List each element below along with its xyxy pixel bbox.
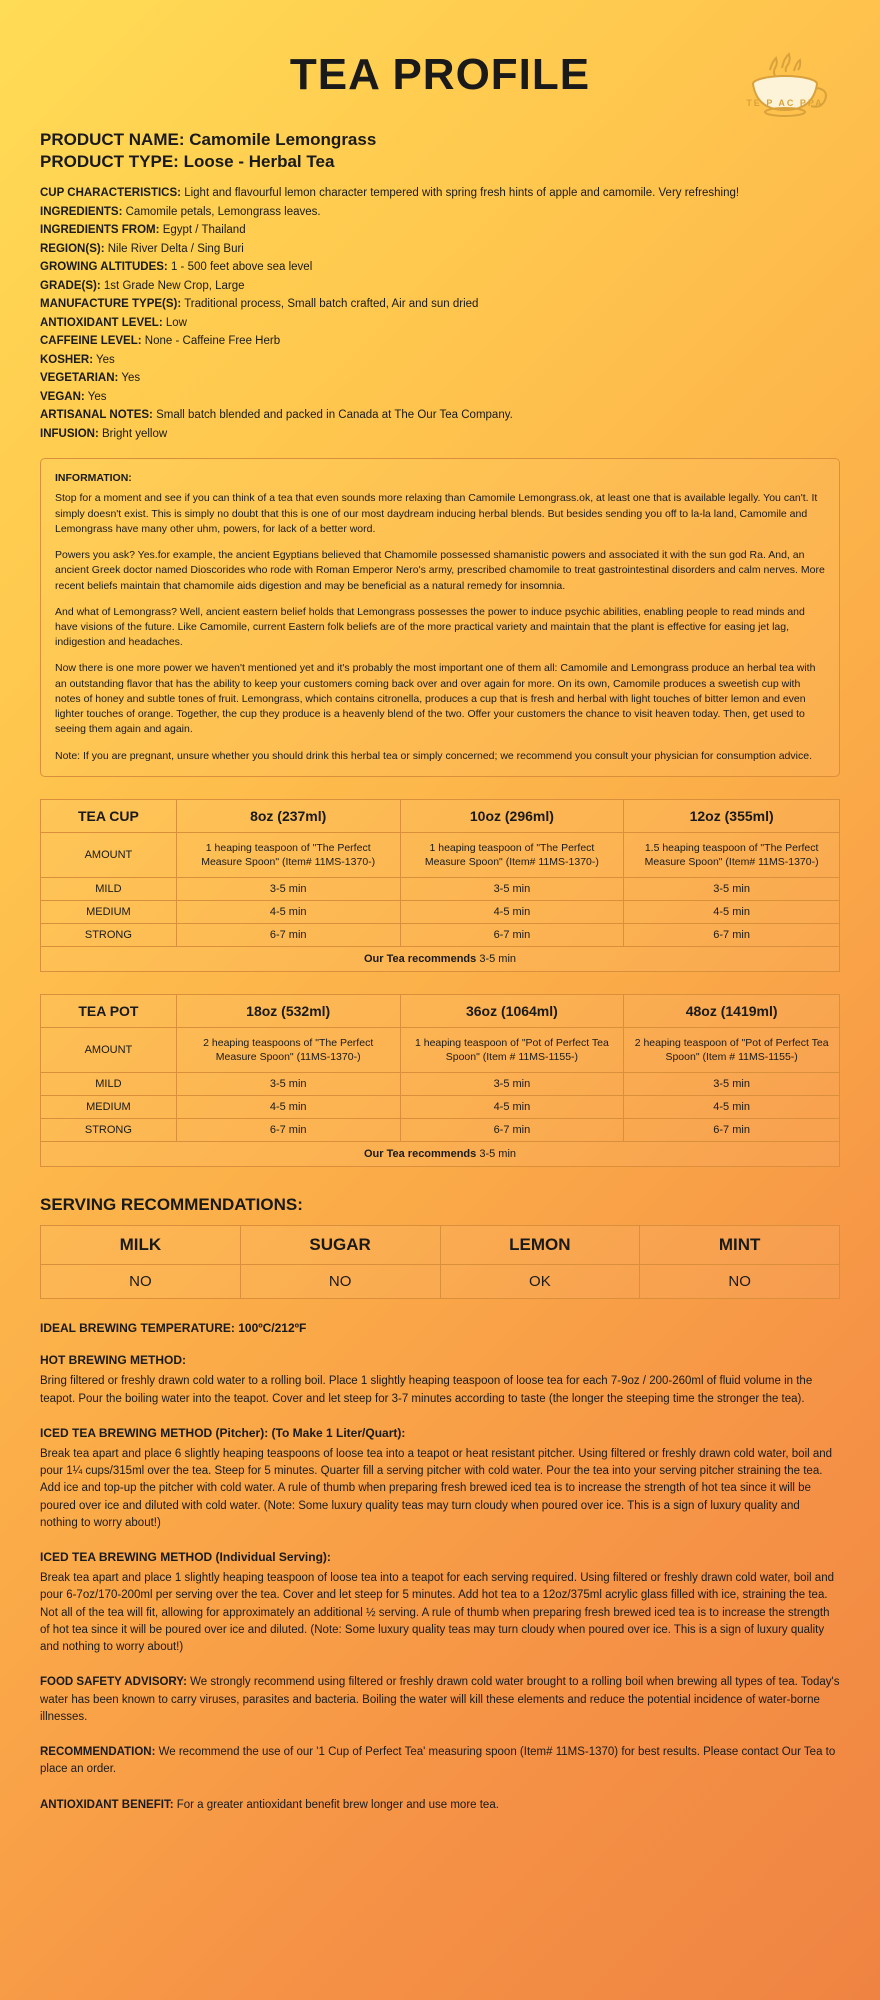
table-row <box>41 901 840 924</box>
row-label: MEDIUM <box>41 901 177 924</box>
spec-row <box>40 390 840 406</box>
spec-key: VEGAN: <box>40 390 85 403</box>
cell: 4-5 min <box>176 901 400 924</box>
row-label: STRONG <box>41 1119 177 1142</box>
column-header: MILK <box>41 1226 241 1265</box>
spec-key: ANTIOXIDANT LEVEL: <box>40 316 163 329</box>
product-name-value: Camomile Lemongrass <box>189 130 377 149</box>
cell: OK <box>440 1265 640 1299</box>
recommendation-block <box>40 1744 840 1779</box>
recommendation-row <box>41 947 840 972</box>
spec-key: ARTISANAL NOTES: <box>40 409 153 422</box>
method-heading: HOT BREWING METHOD: <box>40 1353 186 1368</box>
tea-pot-brewing-table <box>40 994 840 1167</box>
cell: 1 heaping teaspoon of "Pot of Perfect Tea Spoon" (Item # 11MS-1155-) <box>400 1028 624 1073</box>
spec-row <box>40 427 840 443</box>
column-header: 12oz (355ml) <box>624 799 840 832</box>
information-heading: INFORMATION: <box>55 472 132 485</box>
table-row <box>41 924 840 947</box>
row-label: MILD <box>41 878 177 901</box>
information-box <box>40 458 840 777</box>
spec-value: Light and flavourful lemon character tempered with spring fresh hints of apple and camomile. Very refreshing! <box>184 187 740 199</box>
spec-row <box>40 353 840 369</box>
cell: 1 heaping teaspoon of "The Perfect Measure Spoon" (Item# 11MS-1370-) <box>176 832 400 877</box>
spec-value: 1st Grade New Crop, Large <box>103 279 245 292</box>
column-header: 18oz (532ml) <box>176 995 400 1028</box>
page-title-text: TEA PROFILE <box>289 50 591 99</box>
advisory-heading: FOOD SAFETY ADVISORY: <box>40 1676 187 1689</box>
table-row <box>41 878 840 901</box>
ideal-brewing-temperature: IDEAL BREWING TEMPERATURE: 100ºC/212ºF <box>40 1321 307 1336</box>
antioxidant-benefit-block <box>40 1797 840 1814</box>
spec-key: KOSHER: <box>40 353 94 366</box>
column-header: 36oz (1064ml) <box>400 995 624 1028</box>
table-header-row <box>41 1226 840 1265</box>
spec-key: CAFFEINE LEVEL: <box>40 335 142 348</box>
spec-row <box>40 260 840 276</box>
cell: 6-7 min <box>176 924 400 947</box>
column-header: TEA POT <box>41 995 177 1028</box>
table-header-row <box>41 799 840 832</box>
spec-value: Yes <box>121 372 141 385</box>
cell: 1 heaping teaspoon of "The Perfect Measure Spoon" (Item# 11MS-1370-) <box>400 832 624 877</box>
food-safety-advisory <box>40 1674 840 1726</box>
serving-recommendations-table <box>40 1225 840 1299</box>
cell: 6-7 min <box>624 924 840 947</box>
spec-row <box>40 279 840 295</box>
product-type-label: PRODUCT TYPE: <box>40 152 179 171</box>
row-label: MEDIUM <box>41 1096 177 1119</box>
cell: 2 heaping teaspoons of "The Perfect Measure Spoon" (11MS-1370-) <box>176 1028 400 1073</box>
cell: 6-7 min <box>400 1119 624 1142</box>
column-header: 48oz (1419ml) <box>624 995 840 1028</box>
page-title <box>40 50 840 108</box>
method-body: Bring filtered or freshly drawn cold water to a rolling boil. Place 1 slightly heaping teaspoon of loose tea for each 7-9oz / 200-260ml of fluid volume in the teapot. Pour the boiling water into the teapot. Cover and let steep for 3-7 minutes according to taste (the longer the steeping time the stronger the tea). <box>40 1375 813 1405</box>
table-row <box>41 1028 840 1073</box>
spec-list <box>40 186 840 442</box>
spec-key: INGREDIENTS FROM: <box>40 224 160 237</box>
iced-tea-individual-method <box>40 1550 840 1656</box>
spec-value: Yes <box>87 390 107 403</box>
information-paragraph: Powers you ask? Yes.for example, the ancient Egyptians believed that Chamomile possessed shamanistic powers and associated it with the sun god Ra. And, an ancient Greek doctor named Dioscorides who rode with Roman Emperor Nero's army, prescribed chamomile to treat gastrointestinal disorders and calm nerves. More recent beliefs maintain that chamomile aids digestion and may be beneficial as a natural remedy for insomnia. <box>55 549 825 592</box>
cell: NO <box>41 1265 241 1299</box>
cell: 3-5 min <box>400 1073 624 1096</box>
spec-value: Nile River Delta / Sing Buri <box>107 242 244 255</box>
spec-row <box>40 316 840 332</box>
column-header: 10oz (296ml) <box>400 799 624 832</box>
spec-row <box>40 186 840 202</box>
recommendation-cell <box>41 947 840 972</box>
antioxidant-heading: ANTIOXIDANT BENEFIT: <box>40 1798 174 1811</box>
spec-row <box>40 297 840 313</box>
spec-key: INGREDIENTS: <box>40 205 123 218</box>
spec-key: GROWING ALTITUDES: <box>40 261 168 274</box>
spec-value: Yes <box>96 353 115 366</box>
product-type-value: Loose - Herbal Tea <box>183 152 335 171</box>
tea-cup-logo <box>740 44 830 124</box>
recommendation-cell <box>41 1142 840 1167</box>
product-name-line <box>40 130 840 150</box>
cell: 4-5 min <box>400 1096 624 1119</box>
information-paragraph: Now there is one more power we haven't mentioned yet and it's probably the most important one of them all: Camomile and Lemongrass produce an herbal tea with an outstanding flavor that has the ability to keep your customers coming back over and over again for more. On its own, Camomile produces a sweetish cup with notes of honey and subtle tones of fruit. Lemongrass, which contains citronella, produces a cup that is fresh and herbal with light touches of bitter lemon and even lighter touches of orange. Together, the cup they produce is a heavenly blend of the two. Offer your customers the chance to visit heaven today. Then, get used to seeing them again and again. <box>55 662 816 736</box>
recommendation-value: 3-5 min <box>479 953 517 966</box>
spec-value: Egypt / Thailand <box>162 224 246 237</box>
spec-key: CUP CHARACTERISTICS: <box>40 187 181 199</box>
method-heading: ICED TEA BREWING METHOD (Pitcher): (To Make 1 Liter/Quart): <box>40 1425 406 1440</box>
column-header: SUGAR <box>240 1226 440 1265</box>
recommendation-row <box>41 1142 840 1167</box>
advisory-body: We strongly recommend using filtered or freshly drawn cold water brought to a rolling boil when brewing all types of tea. Today's water has been known to carry viruses, parasites and bacteria. Boiling the water will kill these elements and reduce the potential incidence of water-borne illnesses. <box>40 1676 840 1723</box>
spec-row <box>40 408 840 424</box>
table-row <box>41 1073 840 1096</box>
row-label: AMOUNT <box>41 1028 177 1073</box>
hot-brewing-method <box>40 1353 840 1408</box>
cell: 4-5 min <box>624 901 840 924</box>
cell: NO <box>240 1265 440 1299</box>
spec-value: Camomile petals, Lemongrass leaves. <box>125 205 321 218</box>
cell: 4-5 min <box>176 1096 400 1119</box>
method-heading: ICED TEA BREWING METHOD (Individual Serving): <box>40 1550 331 1565</box>
spec-key: VEGETARIAN: <box>40 372 119 385</box>
antioxidant-body: For a greater antioxidant benefit brew longer and use more tea. <box>173 1798 499 1811</box>
recommendation-heading: RECOMMENDATION: <box>40 1746 156 1759</box>
column-header: MINT <box>640 1226 840 1265</box>
spec-value: Traditional process, Small batch crafted, Air and sun dried <box>184 298 479 311</box>
method-body: Break tea apart and place 6 slightly heaping teaspoons of loose tea into a teapot or heat resistant pitcher. Using filtered or freshly drawn cold water, boil and pour 1¼ cups/315ml over the tea. Steep for 5 minutes. Quarter fill a serving pitcher with cold water. Pour the tea into your serving pitcher straining the tea. Add ice and top-up the pitcher with cold water. A rule of thumb when preparing fresh brewed iced tea is to increase the strength of hot tea since it will be poured over ice and diluted with cold water. (Note: Some luxury quality teas may turn cloudy when poured over ice. This is a sign of luxury quality and nothing to worry about!) <box>40 1447 833 1529</box>
spec-key: INFUSION: <box>40 427 99 440</box>
recommendation-label: Our Tea recommends <box>363 1148 477 1161</box>
recommendation-value: 3-5 min <box>479 1148 517 1161</box>
cell: 4-5 min <box>400 901 624 924</box>
cell: 6-7 min <box>176 1119 400 1142</box>
spec-row <box>40 205 840 221</box>
table-row <box>41 832 840 877</box>
spec-value: 1 - 500 feet above sea level <box>170 261 313 274</box>
cell: 1.5 heaping teaspoon of "The Perfect Measure Spoon" (Item# 11MS-1370-) <box>624 832 840 877</box>
table-row <box>41 1265 840 1299</box>
spec-key: MANUFACTURE TYPE(S): <box>40 298 182 311</box>
column-header: TEA CUP <box>41 799 177 832</box>
spec-value: Small batch blended and packed in Canada at The Our Tea Company. <box>156 409 513 422</box>
method-body: Break tea apart and place 1 slightly heaping teaspoon of loose tea into a teapot for each serving required. Using filtered or freshly drawn cold water, boil and pour 6-7oz/170-200ml per serving over the tea. Cover and let steep for 5 minutes. Add hot tea to a 12oz/375ml acrylic glass filled with ice, straining the tea. Not all of the tea will fit, allowing for approximately an additional ½ serving. A rule of thumb when preparing fresh brewed iced tea is to increase the strength of hot tea since it will be poured over ice and diluted. (Note: Some luxury quality teas may turn cloudy when poured over ice. This is a sign of luxury quality and nothing to worry about!) <box>40 1572 834 1654</box>
spec-row <box>40 242 840 258</box>
spec-value: None - Caffeine Free Herb <box>144 335 281 348</box>
column-header: 8oz (237ml) <box>176 799 400 832</box>
information-paragraph: And what of Lemongrass? Well, ancient eastern belief holds that Lemongrass possesses the power to induce psychic abilities, enabling people to read minds and have visions of the future. Like Camomile, current Eastern folk beliefs are of the more practical variety and maintain that the plant is effective for easing jet lag, indigestion and headaches. <box>55 605 805 649</box>
cell: 3-5 min <box>400 878 624 901</box>
cell: 2 heaping teaspoon of "Pot of Perfect Tea Spoon" (Item # 11MS-1155-) <box>624 1028 840 1073</box>
serving-recommendations-heading: SERVING RECOMMENDATIONS: <box>40 1195 303 1215</box>
product-name-label: PRODUCT NAME: <box>40 130 185 149</box>
table-header-row <box>41 995 840 1028</box>
column-header: LEMON <box>440 1226 640 1265</box>
cell: 3-5 min <box>176 1073 400 1096</box>
iced-tea-pitcher-method <box>40 1426 840 1532</box>
row-label: STRONG <box>41 924 177 947</box>
recommendation-body: We recommend the use of our '1 Cup of Perfect Tea' measuring spoon (Item# 11MS-1370) for best results. Please contact Our Tea to place an order. <box>40 1746 836 1776</box>
spec-key: REGION(S): <box>40 242 105 255</box>
information-paragraph: Note: If you are pregnant, unsure whether you should drink this herbal tea or simply concerned; we recommend you consult your physician for consumption advice. <box>55 749 812 762</box>
row-label: AMOUNT <box>41 832 177 877</box>
spec-value: Low <box>165 316 187 329</box>
cell: 6-7 min <box>624 1119 840 1142</box>
cell: 3-5 min <box>624 1073 840 1096</box>
table-row <box>41 1096 840 1119</box>
information-paragraph: Stop for a moment and see if you can think of a tea that even sounds more relaxing than Camomile Lemongrass.ok, at least one that is available legally. You can't. It simply doesn't exist. This is simply no doubt that this is one of our most daydream inducing herbal blends. But besides sending you off to la-la land, Camomile and Lemongrass have many other uhm, powers, for lack of a better word. <box>55 492 818 535</box>
logo-text: TE P AC PPA <box>746 98 824 108</box>
recommendation-label: Our Tea recommends <box>363 953 477 966</box>
row-label: MILD <box>41 1073 177 1096</box>
tea-cup-brewing-table <box>40 799 840 972</box>
spec-row <box>40 371 840 387</box>
cell: 3-5 min <box>176 878 400 901</box>
spec-row <box>40 223 840 239</box>
product-type-line <box>40 152 840 172</box>
spec-value: Bright yellow <box>101 427 168 440</box>
cell: NO <box>640 1265 840 1299</box>
spec-row <box>40 334 840 350</box>
cell: 4-5 min <box>624 1096 840 1119</box>
spec-key: GRADE(S): <box>40 279 101 292</box>
cell: 6-7 min <box>400 924 624 947</box>
cell: 3-5 min <box>624 878 840 901</box>
table-row <box>41 1119 840 1142</box>
